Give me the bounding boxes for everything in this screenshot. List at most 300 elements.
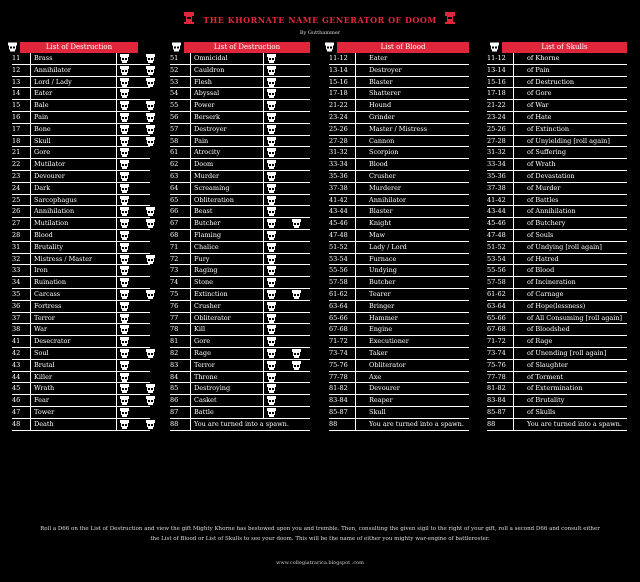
table-row [12, 112, 150, 124]
blood-sigil-icon [267, 337, 276, 346]
table-row [12, 124, 150, 136]
roll-number: 16 [12, 112, 21, 121]
table-row [487, 372, 627, 384]
result-text: Destroyer [194, 124, 227, 133]
column-divider [513, 171, 514, 183]
column-divider [513, 383, 514, 395]
column-divider [355, 289, 356, 301]
table-row [170, 313, 310, 325]
roll-number: 56 [170, 112, 179, 121]
column-divider [116, 265, 117, 277]
roll-number: 77-78 [487, 372, 506, 381]
result-text: of Destruction [527, 77, 575, 86]
blood-sigil-icon [120, 101, 129, 110]
table-row [12, 88, 150, 100]
roll-number: 75 [170, 289, 179, 298]
skull-sigil-icon [146, 113, 155, 122]
roll-number: 73-74 [487, 348, 506, 357]
roll-number: 63 [170, 171, 179, 180]
roll-number: 33-34 [329, 160, 348, 169]
result-text: of Khorne [527, 54, 560, 62]
column-divider [355, 301, 356, 313]
result-text: Murderer [369, 183, 402, 192]
result-text: of Carnage [527, 289, 564, 298]
result-text: Taker [369, 348, 388, 357]
table-row [329, 336, 469, 348]
skull-sigil-icon [292, 349, 301, 358]
table-row [170, 336, 310, 348]
column-divider [263, 100, 264, 112]
table-row [487, 195, 627, 207]
table-row [170, 206, 310, 218]
result-text: Throne [194, 372, 218, 381]
column-divider [190, 230, 191, 242]
blood-sigil-icon [120, 266, 129, 275]
table-row [170, 53, 310, 65]
result-text: Obliterator [194, 313, 231, 322]
table-row [329, 124, 469, 136]
column-divider [263, 324, 264, 336]
result-text: of Suffering [527, 148, 567, 157]
column-divider [263, 77, 264, 89]
column-divider [263, 372, 264, 384]
roll-number: 51-52 [329, 242, 348, 251]
column-divider [116, 147, 117, 159]
result-text: Raging [194, 266, 218, 275]
table-row [170, 419, 310, 431]
result-text: Fear [34, 396, 49, 405]
column-divider [190, 360, 191, 372]
roll-number: 64 [170, 183, 179, 192]
table-row [170, 383, 310, 395]
column-divider [263, 277, 264, 289]
blood-sigil-icon [120, 89, 129, 98]
table-row [487, 383, 627, 395]
blood-sigil-icon [267, 266, 276, 275]
column-divider [30, 77, 31, 89]
skull-sigil-icon [146, 66, 155, 75]
table-row [487, 289, 627, 301]
skull-sigil-icon [292, 219, 301, 228]
roll-number: 88 [487, 419, 496, 428]
header-skull-icon [8, 42, 17, 52]
column-divider [190, 100, 191, 112]
roll-number: 15-16 [329, 77, 348, 86]
column-divider [30, 147, 31, 159]
roll-number: 17-18 [329, 89, 348, 98]
table-row [170, 195, 310, 207]
skull-sigil-icon [146, 420, 155, 429]
result-text: of All Consuming [roll again] [527, 313, 623, 322]
column-divider [513, 136, 514, 148]
roll-number: 43 [12, 360, 21, 369]
result-text: of Devastation [527, 171, 575, 180]
blood-sigil-icon [120, 196, 129, 205]
column-divider [190, 419, 191, 431]
roll-number: 11-12 [329, 54, 348, 62]
table-row [170, 183, 310, 195]
table-row [170, 265, 310, 277]
blood-sigil-icon [267, 113, 276, 122]
column-divider [355, 242, 356, 254]
result-text: Crusher [194, 301, 221, 310]
result-text: Knight [369, 219, 392, 228]
table-row [487, 301, 627, 313]
blood-sigil-icon [267, 101, 276, 110]
table-row [12, 301, 150, 313]
result-text: You are turned into a spawn. [194, 419, 289, 428]
result-text: of Slaughter [527, 360, 568, 369]
column-divider [513, 407, 514, 419]
result-text: Scorpion [369, 148, 399, 157]
table-row [329, 242, 469, 254]
table-row [170, 254, 310, 266]
table-row [487, 136, 627, 148]
result-text: Devourer [34, 171, 65, 180]
result-text: Stone [194, 278, 214, 287]
roll-number: 13-14 [329, 65, 348, 74]
result-text: Engine [369, 325, 393, 334]
column-divider [116, 218, 117, 230]
table-row [170, 372, 310, 384]
roll-number: 65-66 [487, 313, 506, 322]
table-row [170, 395, 310, 407]
column-divider [30, 53, 31, 65]
column-divider [30, 171, 31, 183]
column-divider [30, 301, 31, 313]
roll-number: 57 [170, 124, 179, 133]
table-row [329, 372, 469, 384]
column-divider [190, 372, 191, 384]
result-text: of Undying [roll again] [527, 242, 602, 251]
blood-sigil-icon [267, 243, 276, 252]
result-text: Mutilator [34, 160, 66, 169]
roll-number: 27-28 [329, 136, 348, 145]
column-divider [116, 395, 117, 407]
table-row [487, 395, 627, 407]
header-skull-icon [490, 42, 499, 52]
roll-number: 11-12 [487, 54, 506, 62]
column-divider [263, 171, 264, 183]
table-row [329, 65, 469, 77]
column-divider [513, 230, 514, 242]
table-row [12, 195, 150, 207]
result-text: Eater [369, 54, 388, 62]
column-divider [190, 218, 191, 230]
roll-number: 26 [12, 207, 21, 216]
column-divider [513, 100, 514, 112]
roll-number: 22 [12, 160, 21, 169]
roll-number: 84 [170, 372, 179, 381]
column-divider [355, 395, 356, 407]
column-divider [355, 88, 356, 100]
column-divider [30, 183, 31, 195]
column-divider [30, 100, 31, 112]
column-divider [355, 313, 356, 325]
table-row [329, 289, 469, 301]
result-text: Devourer [369, 384, 400, 393]
column-divider [30, 206, 31, 218]
table-row [170, 112, 310, 124]
table-row [170, 301, 310, 313]
blood-sigil-icon [120, 160, 129, 169]
column-divider [263, 159, 264, 171]
roll-number: 65 [170, 195, 179, 204]
column-divider [190, 136, 191, 148]
column-divider [513, 289, 514, 301]
result-text: Bringer [369, 301, 395, 310]
table-row [487, 112, 627, 124]
blood-sigil-icon [267, 207, 276, 216]
roll-number: 18 [12, 136, 21, 145]
result-text: Soul [34, 348, 49, 357]
column-divider [30, 242, 31, 254]
roll-number: 83-84 [329, 396, 348, 405]
column-divider [263, 65, 264, 77]
column-divider [116, 195, 117, 207]
column-divider [190, 301, 191, 313]
column-divider [116, 324, 117, 336]
result-text: Obliteration [194, 195, 234, 204]
column-divider [355, 147, 356, 159]
table-row [12, 254, 150, 266]
blood-sigil-icon [120, 54, 129, 63]
column-divider [190, 88, 191, 100]
column-divider [263, 112, 264, 124]
column-divider [355, 419, 356, 431]
column-divider [355, 360, 356, 372]
table-row [329, 100, 469, 112]
roll-number: 55-56 [329, 266, 348, 275]
column-divider [116, 289, 117, 301]
result-text: Gore [34, 148, 51, 157]
table-row [487, 65, 627, 77]
column-divider [30, 230, 31, 242]
result-text: Brutality [34, 242, 63, 251]
roll-number: 17-18 [487, 89, 506, 98]
roll-number: 41-42 [329, 195, 348, 204]
roll-number: 77 [170, 313, 179, 322]
result-text: of Hatred [527, 254, 559, 263]
column-divider [263, 183, 264, 195]
column-divider [513, 53, 514, 65]
blood-sigil-icon [267, 148, 276, 157]
table-row [12, 336, 150, 348]
roll-number: 71-72 [329, 337, 348, 346]
blood-sigil-icon [120, 349, 129, 358]
blood-sigil-icon [267, 373, 276, 382]
skull-sigil-icon [146, 54, 155, 63]
roll-number: 71-72 [487, 337, 506, 346]
result-text: War [34, 325, 48, 334]
column-divider [355, 124, 356, 136]
roll-number: 11 [12, 54, 21, 62]
column-divider [263, 336, 264, 348]
column-divider [355, 206, 356, 218]
column-divider [30, 289, 31, 301]
column-divider [263, 383, 264, 395]
table-row [329, 360, 469, 372]
roll-number: 21 [12, 148, 21, 157]
result-text: Fury [194, 254, 210, 263]
roll-number: 83 [170, 360, 179, 369]
table-row [329, 395, 469, 407]
roll-number: 51 [170, 54, 179, 62]
result-text: Fortress [34, 301, 62, 310]
roll-number: 53 [170, 77, 179, 86]
result-text: of Hate [527, 112, 552, 121]
column-divider [116, 159, 117, 171]
column-divider [355, 218, 356, 230]
table-row [487, 88, 627, 100]
roll-number: 73 [170, 266, 179, 275]
result-text: Furnace [369, 254, 397, 263]
table-row [329, 136, 469, 148]
table-row [487, 159, 627, 171]
table-row [329, 383, 469, 395]
table-row [12, 159, 150, 171]
column-divider [513, 65, 514, 77]
result-text: Skull [369, 407, 386, 416]
result-text: of Incineration [527, 278, 576, 287]
result-text: Terror [194, 360, 215, 369]
blood-sigil-icon [120, 148, 129, 157]
blood-sigil-icon [120, 396, 129, 405]
result-text: Rage [194, 348, 211, 357]
table-row [170, 124, 310, 136]
table-row [170, 289, 310, 301]
column-divider [30, 419, 31, 431]
table-row [12, 383, 150, 395]
table-row [170, 136, 310, 148]
column-divider [190, 183, 191, 195]
table-row [487, 230, 627, 242]
blood-sigil-icon [267, 302, 276, 311]
instructions: Roll a D66 on the List of Destruction and view the gift Mighty Khorne has bestowed upon you and tremble. Then, consulting the given sigil to the right of your gift, roll a second D66 and consult either the List of Blood or List of Skulls to see your doom. This will be the name of either you mighty war-engine of battleroster. [40, 526, 600, 542]
column-divider [190, 159, 191, 171]
column-divider [116, 88, 117, 100]
result-text: Undying [369, 266, 397, 275]
column-divider [263, 242, 264, 254]
result-text: of Murder [527, 183, 561, 192]
column-divider [355, 265, 356, 277]
table-row [487, 206, 627, 218]
blood-sigil-icon [120, 172, 129, 181]
column-divider [116, 254, 117, 266]
result-text: Maw [369, 230, 386, 239]
column-divider [513, 277, 514, 289]
table-row [12, 419, 150, 431]
roll-number: 66 [170, 207, 179, 216]
table-row [170, 407, 310, 419]
roll-number: 31-32 [329, 148, 348, 157]
blood-sigil-icon [120, 255, 129, 264]
result-text: Destroyer [369, 65, 402, 74]
result-text: Killer [34, 372, 53, 381]
table-row [487, 218, 627, 230]
result-text: Gore [194, 337, 211, 346]
table-header [329, 42, 469, 53]
result-text: Lady / Lord [369, 242, 407, 251]
roll-number: 67 [170, 219, 179, 228]
roll-number: 33-34 [487, 160, 506, 169]
result-text: Murder [194, 171, 220, 180]
result-text: Mistress / Master [34, 254, 93, 263]
blood-sigil-icon [267, 278, 276, 287]
blood-sigil-icon [120, 325, 129, 334]
roll-number: 62 [170, 160, 179, 169]
column-divider [116, 313, 117, 325]
table-row [170, 65, 310, 77]
roll-number: 41-42 [487, 195, 506, 204]
roll-number: 81-82 [329, 384, 348, 393]
column-divider [513, 254, 514, 266]
blood-sigil-icon [120, 373, 129, 382]
roll-number: 25-26 [487, 124, 506, 133]
roll-number: 77-78 [329, 372, 348, 381]
result-text: of Extermination [527, 384, 583, 393]
table-row [329, 171, 469, 183]
column-divider [190, 336, 191, 348]
result-text: Crusher [369, 171, 396, 180]
column-divider [190, 265, 191, 277]
column-divider [116, 383, 117, 395]
column-divider [513, 313, 514, 325]
column-divider [116, 100, 117, 112]
roll-number: 76 [170, 301, 179, 310]
blood-sigil-icon [120, 337, 129, 346]
roll-number: 45-46 [487, 219, 506, 228]
table-row [170, 218, 310, 230]
column-divider [30, 65, 31, 77]
result-text: of Skulls [527, 407, 556, 416]
column-divider [513, 395, 514, 407]
table-row [12, 65, 150, 77]
roll-number: 74 [170, 278, 179, 287]
result-text: Blaster [369, 207, 393, 216]
roll-number: 63-64 [487, 301, 506, 310]
roll-number: 41 [12, 337, 21, 346]
column-divider [263, 53, 264, 65]
column-divider [513, 360, 514, 372]
blood-sigil-icon [267, 196, 276, 205]
blood-sigil-icon [267, 255, 276, 264]
roll-number: 88 [170, 419, 179, 428]
column-divider [355, 230, 356, 242]
roll-number: 36 [12, 301, 21, 310]
blood-sigil-icon [120, 302, 129, 311]
roll-number: 47 [12, 407, 21, 416]
result-text: Cannon [369, 136, 395, 145]
column-divider [116, 112, 117, 124]
result-text: Blood [34, 230, 53, 239]
table-row [487, 324, 627, 336]
column-divider [513, 195, 514, 207]
skull-sigil-icon [146, 219, 155, 228]
header-skull-icon [325, 42, 334, 52]
table-row [329, 77, 469, 89]
blood-sigil-icon [120, 408, 129, 417]
result-text: of Pain [527, 65, 550, 74]
column-divider [116, 407, 117, 419]
result-text: Battle [194, 407, 214, 416]
column-divider [513, 112, 514, 124]
column-divider [116, 277, 117, 289]
roll-number: 31-32 [487, 148, 506, 157]
roll-number: 52 [170, 65, 179, 74]
column-divider [513, 147, 514, 159]
column-divider [263, 88, 264, 100]
